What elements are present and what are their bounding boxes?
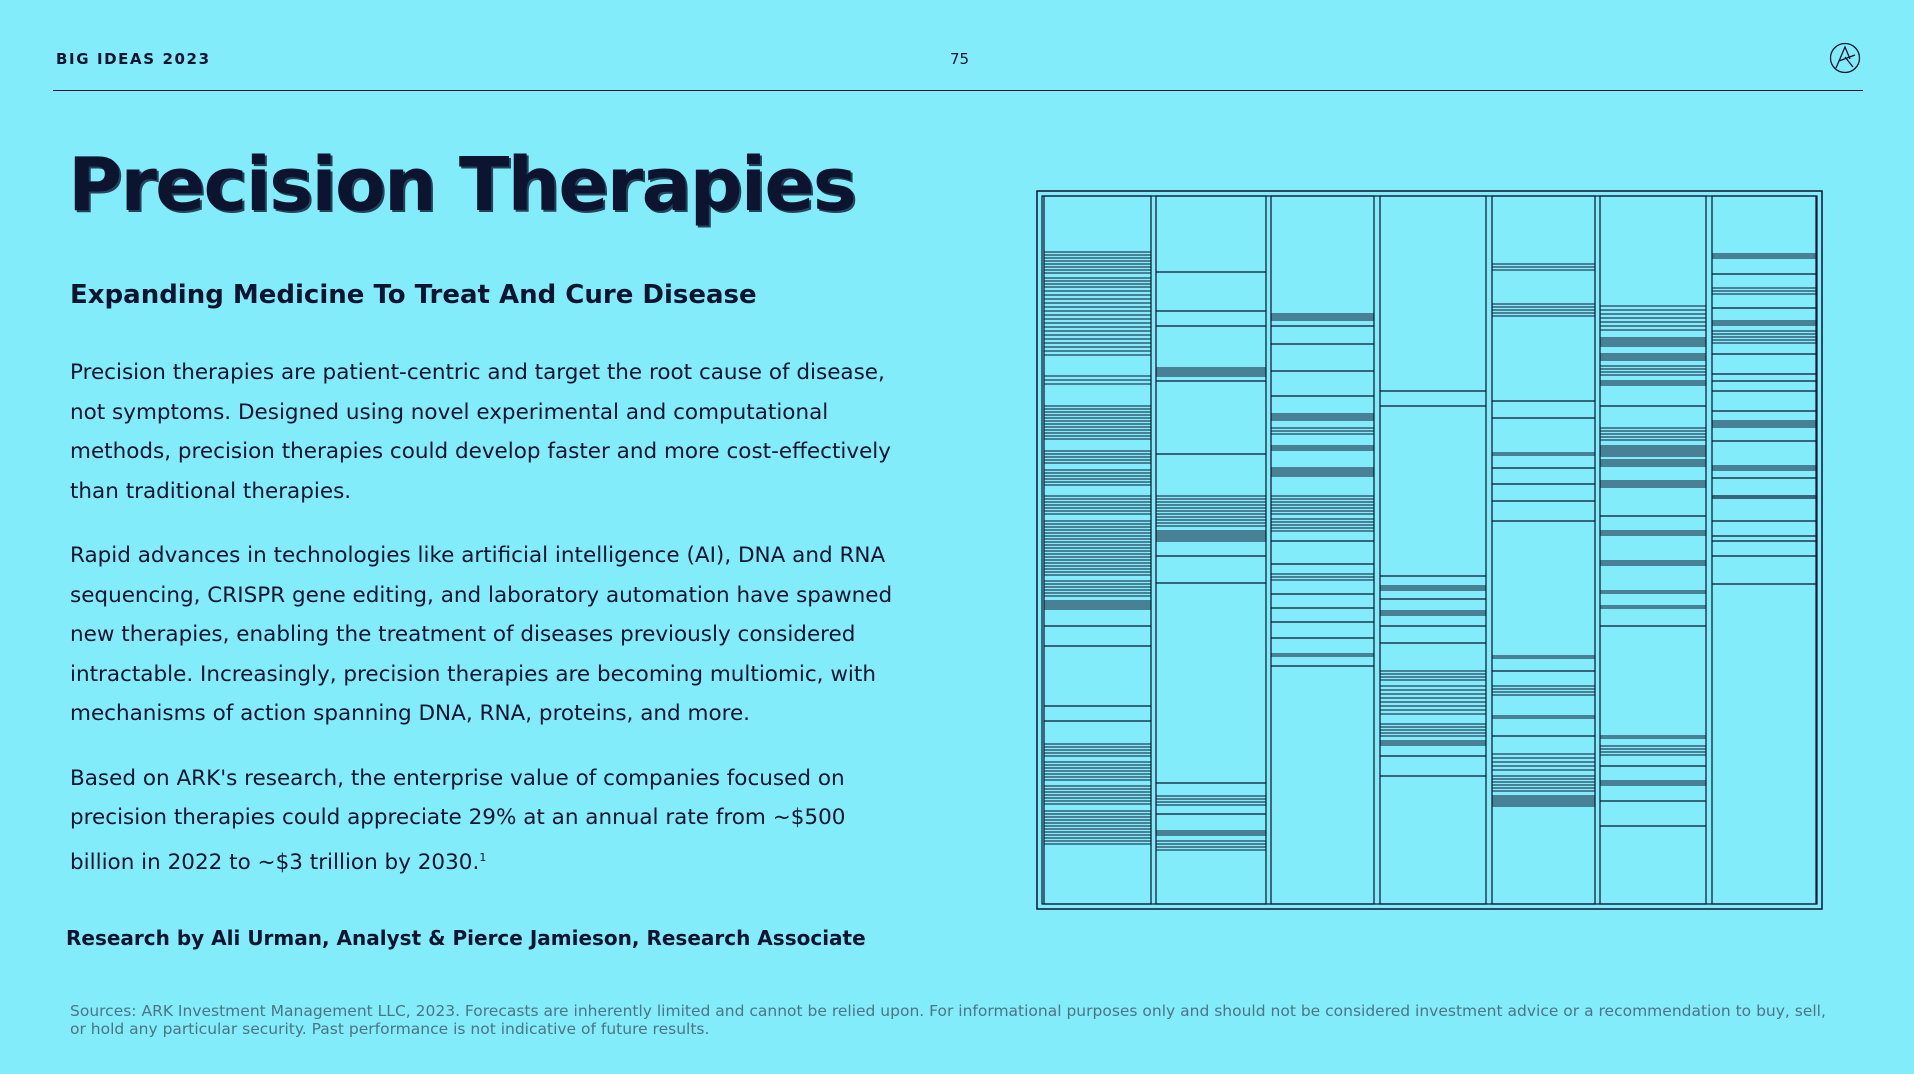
paragraph-text: Rapid advances in technologies like artificial intelligence (AI), DNA and RNA sequencing, CRISPR gene editing, and laboratory automation have spawned new therapies, enabling the treatment of diseases previously considered intractable. Increasingly, precision therapies are becoming multiomic, with mechanisms of action spanning DNA, RNA, proteins, and more.	[70, 543, 893, 726]
sources-disclaimer: Sources: ARK Investment Management LLC, 2023. Forecasts are inherently limited and cannot be relied upon. For informational purposes only and should not be considered investment advice or a recommendation to buy, sell, or hold any particular security. Past performance is not indicative of future results.	[70, 1002, 1826, 1038]
paragraph-text: Based on ARK's research, the enterprise value of companies focused on precision therapies could appreciate 29% at an annual rate from ~$500 billion in 2022 to ~$3 trillion by 2030.	[70, 765, 846, 875]
gel-lane	[1600, 196, 1706, 904]
header-brand: BIG IDEAS 2023	[56, 50, 211, 68]
gel-lane	[1156, 196, 1266, 904]
header-divider	[53, 90, 1863, 91]
body-text	[70, 353, 910, 907]
graphic-frame-inner	[1042, 196, 1817, 904]
gel-lane	[1271, 196, 1374, 904]
paragraph	[70, 759, 910, 883]
page-number: 75	[950, 50, 970, 68]
page-subtitle: Expanding Medicine To Treat And Cure Disease	[70, 280, 757, 310]
footnote-marker: 1	[479, 850, 487, 864]
page-title: Precision Therapies	[68, 142, 855, 228]
gel-lane	[1712, 196, 1816, 904]
paragraph	[70, 536, 910, 734]
gel-lane	[1380, 196, 1486, 904]
ark-logo-icon	[1829, 42, 1861, 74]
sequencing-gel-graphic	[1035, 189, 1825, 911]
research-credit: Research by Ali Urman, Analyst & Pierce Jamieson, Research Associate	[66, 926, 866, 950]
paragraph: Precision therapies are patient-centric and target the root cause of disease, not symptoms. Designed using novel experimental and computational methods, precision therapies could develop faster and more cost-effectively than traditional therapies.	[70, 360, 891, 504]
